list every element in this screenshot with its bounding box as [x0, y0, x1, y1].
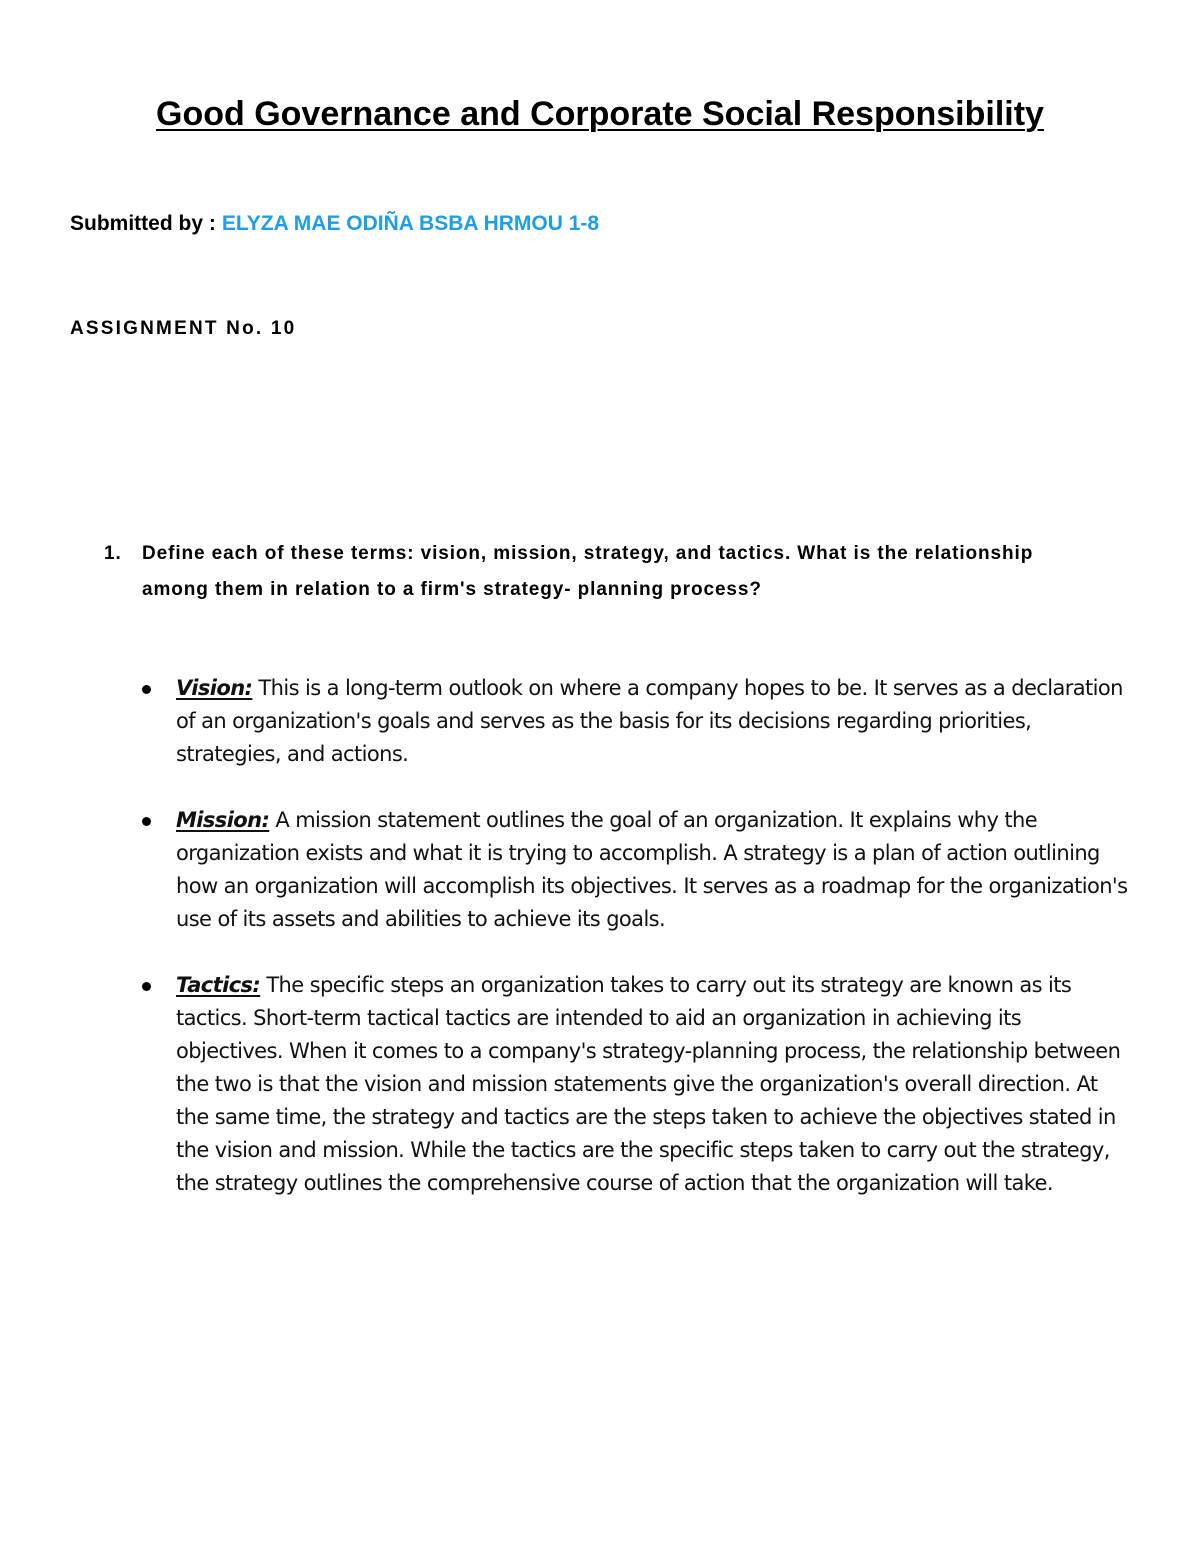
answer-list [140, 672, 1130, 1233]
answer-vision [140, 672, 1130, 771]
term-definition: This is a long-term outlook on where a company hopes to be. It serves as a declaration of an organization's goals and serves as the basis for its decisions regarding priorities, strategies, and actions. [176, 676, 1123, 766]
question-text: Define each of these terms: vision, mission, strategy, and tactics. What is the relationship among them in relation to a firm's strategy- planning process? [142, 543, 1034, 600]
answer-tactics [140, 969, 1130, 1200]
answer-mission [140, 804, 1130, 936]
term-definition: A mission statement outlines the goal of an organization. It explains why the organization exists and what it is trying to accomplish. A strategy is a plan of action outlining how an organization will accomplish its objectives. It serves as a roadmap for the organization's use of its assets and abilities to achieve its goals. [176, 808, 1128, 931]
question-item [104, 536, 1084, 608]
bullet-dot-icon [142, 982, 151, 991]
document-title: Good Governance and Corporate Social Responsibility [156, 94, 1044, 133]
term-label: Vision: [176, 676, 253, 700]
bullet-dot-icon [142, 817, 151, 826]
term-label: Mission: [176, 808, 270, 832]
bullet-dot-icon [142, 685, 151, 694]
question-number: 1. [104, 543, 122, 564]
term-label: Tactics: [176, 973, 261, 997]
student-name: ELYZA MAE ODIÑA BSBA HRMOU 1-8 [221, 212, 600, 235]
submitted-by-line [70, 212, 599, 236]
assignment-number: ASSIGNMENT No. 10 [70, 318, 297, 339]
submitted-by-label: Submitted by : [70, 212, 216, 235]
term-definition: The specific steps an organization takes to carry out its strategy are known as its tactics. Short-term tactical tactics are intended to aid an organization in achieving its objectives. When it comes to a company's strategy-planning process, the relationship between the two is that the vision and mission statements give the organization's overall direction. At the same time, the strategy and tactics are the steps taken to achieve the objectives stated in the vision and mission. While the tactics are the specific steps taken to carry out the strategy, the strategy outlines the comprehensive course of action that the organization will take. [176, 973, 1121, 1195]
